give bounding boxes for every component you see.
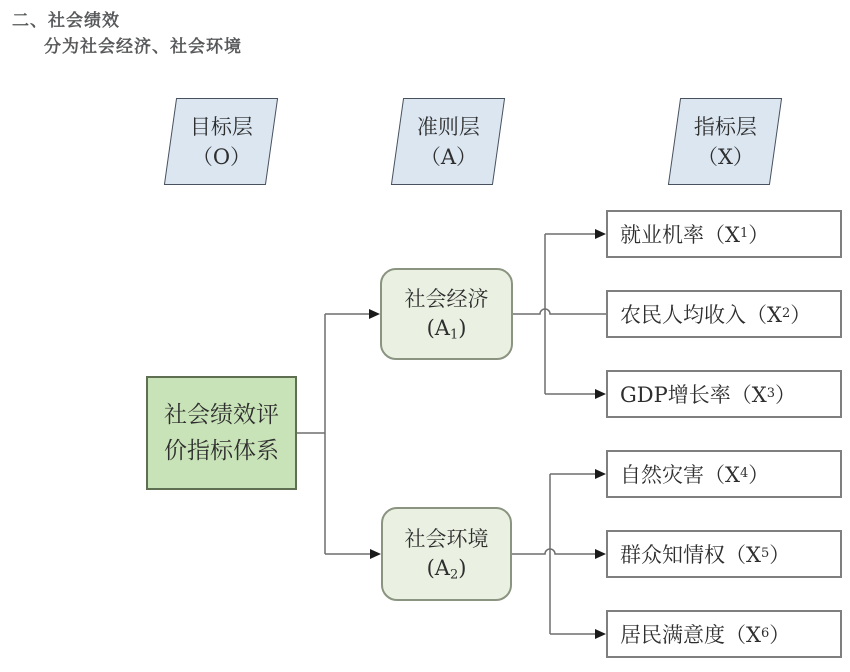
indicator-node-x2: 农民人均收入（X 2 ） [606,290,842,338]
page-title: 二、社会绩效 [12,11,120,30]
criterion-node-a2 [381,507,512,601]
arrowhead-x5 [595,549,606,559]
layer-label-indicator-text: 指标层 （X） [693,114,757,169]
arrowhead-x1 [595,229,606,239]
root-node [146,376,297,490]
indicator-node-x4: 自然灾害（X 4 ） [606,450,842,498]
layer-label-criterion-text: 准则层 （A） [416,114,480,169]
indicator-node-x6: 居民满意度（X 6 ） [606,610,842,658]
arrowhead-a1 [369,309,380,319]
indicator-node-x1: 就业机率（X 1 ） [606,210,842,258]
criterion-a2-code: $(A_2)$ [426,556,467,583]
criterion-a1-code: $(A_1)$ [426,316,467,343]
line-to-x5-with-hop [512,549,595,554]
root-node-line2: 价指标体系 [164,438,279,464]
indicator-node-x3: GDP增长率（X 3 ） [606,370,842,418]
criterion-a2-label: 社会环境 [404,527,489,551]
line-to-x2-with-hop [513,309,606,314]
layer-label-goal-text: 目标层 （O） [189,114,253,169]
criterion-a1-label: 社会经济 [404,287,489,311]
arrowhead-a2 [370,549,381,559]
criterion-node-a1 [380,268,513,360]
arrowhead-x6 [595,629,606,639]
page-subtitle: 分为社会经济、社会环境 [44,37,242,56]
arrowhead-x4 [595,469,606,479]
indicator-node-x5: 群众知情权（X 5 ） [606,530,842,578]
arrowhead-x3 [595,389,606,399]
root-node-line1: 社会绩效评 [164,402,279,428]
